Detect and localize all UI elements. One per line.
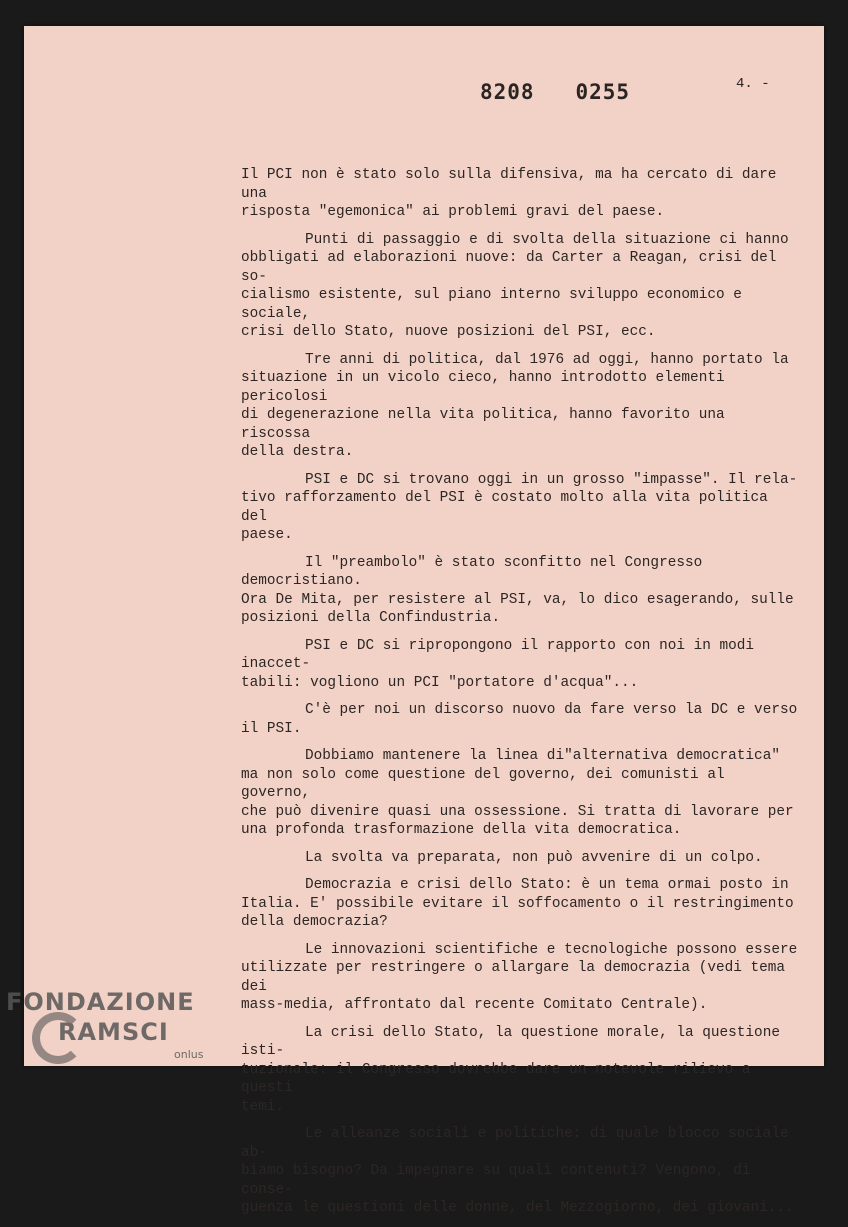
paragraph-10: Democrazia e crisi dello Stato: è un tema ormai posto in Italia. E' possibile evitare il soffocamento o il restringimento della democrazia? [241,877,794,930]
watermark-line-1: FONDAZIONE [6,988,195,1016]
archive-code: 8208 0255 [480,80,631,104]
watermark-line-2: RAMSCI [58,1018,169,1046]
paragraph-1: Il PCI non è stato solo sulla difensiva, ma ha cercato di dare una risposta "egemonica" ai problemi gravi del paese. [241,167,777,220]
paragraph-7: C'è per noi un discorso nuovo da fare verso la DC e verso il PSI. [241,702,798,737]
document-body [241,166,801,1227]
watermark-line-3: onlus [174,1048,204,1061]
paragraph-6: PSI e DC si ripropongono il rapporto con noi in modi inaccet- tabili: vogliono un PCI "portatore d'acqua"... [241,637,755,691]
paragraph-11: Le innovazioni scientifiche e tecnologiche possono essere utilizzate per restringere o allargare la democrazia (vedi tema dei mass-media, affrontato dal recente Comitato Centrale). [241,941,798,1013]
paragraph-13: Le alleanze sociali e politiche: di quale blocco sociale ab- biamo bisogno? Da impegnare su quali contenuti? Vengono, di conse- guenza le questioni delle donne, del Mezzogiorno, dei giovani... [241,1126,794,1216]
paragraph-9: La svolta va preparata, non può avvenire di un colpo. [305,849,763,866]
document-page [24,26,824,1216]
paragraph-5: Il "preambolo" è stato sconfitto nel Congresso democristiano. Ora De Mita, per resistere al PSI, va, lo dico esagerando, sulle posizioni della Confindustria. [241,554,794,626]
paragraph-3: Tre anni di politica, dal 1976 ad oggi, hanno portato la situazione in un vicolo cieco, hanno introdotto elementi pericolosi di degenerazione nella vita politica, hanno favorito una riscossa della destra. [241,351,789,460]
paragraph-4: PSI e DC si trovano oggi in un grosso "impasse". Il rela- tivo rafforzamento del PSI è costato molto alla vita politica del paese. [241,471,798,543]
paragraph-2: Punti di passaggio e di svolta della situazione ci hanno obbligati ad elaborazioni nuove: da Carter a Reagan, crisi del so- cialismo esistente, sul piano interno sviluppo economico e sociale, crisi dello Stato, nuove posizioni del PSI, ecc. [241,231,789,340]
page-number: 4. - [736,76,770,92]
paragraph-8: Dobbiamo mantenere la linea di"alternativa democratica" ma non solo come questione del governo, dei comunisti al governo, che può divenire quasi una ossessione. Si tratta di lavorare per una profonda trasformazione della vita democratica. [241,748,794,838]
paragraph-12: La crisi dello Stato, la questione morale, la questione isti- tuzionale: il Congresso dovrebbe dare un notevole rilievo a questi temi. [241,1024,780,1115]
fondazione-gramsci-watermark [6,988,204,1061]
